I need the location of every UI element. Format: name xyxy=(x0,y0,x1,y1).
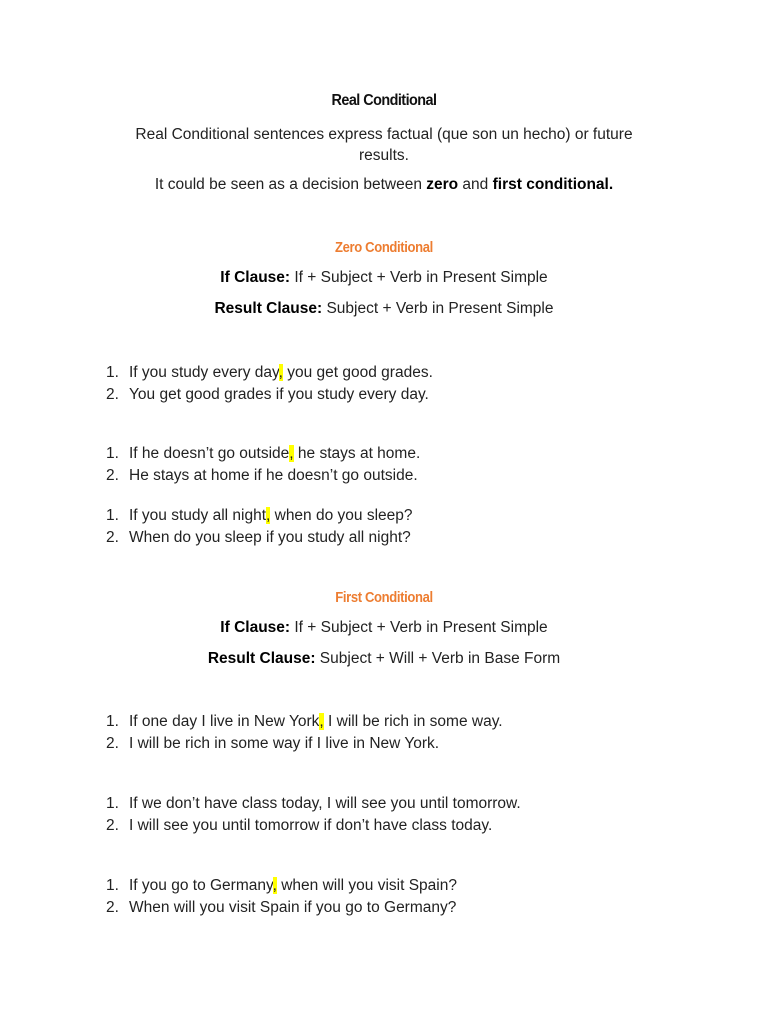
list-number: 2. xyxy=(106,528,119,546)
page-title: Real Conditional xyxy=(331,92,437,109)
zero-result-text: Subject + Verb in Present Simple xyxy=(322,300,554,317)
zero-result-clause xyxy=(0,300,768,318)
example-text: If you study all night xyxy=(129,507,266,524)
first-conditional-title: First Conditional xyxy=(335,590,433,606)
example-text: He stays at home if he doesn’t go outside. xyxy=(129,466,418,484)
example-text: If one day I live in New York xyxy=(129,713,320,730)
list-item xyxy=(106,443,420,465)
list-number: 1. xyxy=(106,713,119,730)
list-item xyxy=(106,875,457,897)
zero-if-label: If Clause: xyxy=(220,269,291,286)
first-if-label: If Clause: xyxy=(220,619,291,636)
list-number: 1. xyxy=(106,364,119,381)
intro-paragraph: Real Conditional sentences express factual (que son un hecho) or future results. xyxy=(135,126,633,164)
first-result-label: Result Clause: xyxy=(207,650,316,667)
example-text: If you study every day xyxy=(129,364,279,381)
first-example-group-3 xyxy=(106,875,457,918)
zero-result-label: Result Clause: xyxy=(214,300,323,317)
first-if-text: If + Subject + Verb in Present Simple xyxy=(290,619,548,636)
list-number: 1. xyxy=(106,877,119,894)
highlighted-comma: , xyxy=(266,507,271,524)
list-number: 2. xyxy=(106,385,119,403)
list-item xyxy=(106,711,503,733)
zero-example-group-2 xyxy=(106,443,420,486)
zero-if-clause xyxy=(0,269,768,287)
list-item xyxy=(106,527,413,549)
intro-decision-line xyxy=(0,176,768,194)
first-if-clause xyxy=(0,619,768,637)
example-text: you get good grades. xyxy=(282,364,433,381)
highlighted-comma: , xyxy=(278,364,283,381)
highlighted-comma: , xyxy=(289,445,294,462)
list-item xyxy=(106,362,433,384)
zero-if-text: If + Subject + Verb in Present Simple xyxy=(290,269,548,286)
intro2-before: It could be seen as a decision between xyxy=(154,176,427,193)
example-text: I will be rich in some way if I live in New York. xyxy=(129,734,440,752)
highlighted-comma: , xyxy=(319,713,324,730)
list-number: 2. xyxy=(106,734,119,752)
list-item xyxy=(106,384,433,406)
example-text: You get good grades if you study every day. xyxy=(129,385,429,403)
example-text: I will be rich in some way. xyxy=(323,713,503,730)
list-number: 2. xyxy=(106,466,119,484)
list-number: 1. xyxy=(106,507,119,524)
example-text: I will see you until tomorrow if don’t have class today. xyxy=(129,816,493,834)
first-example-group-2 xyxy=(106,793,521,836)
intro2-zero: zero xyxy=(426,176,459,193)
list-number: 2. xyxy=(106,898,119,916)
zero-example-group-3 xyxy=(106,505,413,548)
example-text: If he doesn’t go outside xyxy=(129,445,290,462)
first-result-clause xyxy=(0,650,768,668)
example-text: when will you visit Spain? xyxy=(276,877,457,894)
list-number: 2. xyxy=(106,816,119,834)
list-item xyxy=(106,897,457,919)
intro2-first: first conditional. xyxy=(492,176,614,193)
example-text: when do you sleep? xyxy=(270,507,413,524)
list-item xyxy=(106,815,521,837)
first-result-text: Subject + Will + Verb in Base Form xyxy=(315,650,561,667)
list-number: 1. xyxy=(106,445,119,462)
intro2-middle: and xyxy=(458,176,493,193)
first-example-group-1 xyxy=(106,711,503,754)
list-number: 1. xyxy=(106,795,119,812)
list-item xyxy=(106,505,413,527)
list-item xyxy=(106,465,420,487)
example-text: If we don’t have class today, I will see you until tomorrow. xyxy=(129,795,521,812)
example-text: he stays at home. xyxy=(293,445,421,462)
list-item xyxy=(106,733,503,755)
example-text: When do you sleep if you study all night? xyxy=(129,528,411,546)
list-item xyxy=(106,793,521,815)
zero-conditional-title: Zero Conditional xyxy=(335,240,433,256)
zero-example-group-1 xyxy=(106,362,433,405)
highlighted-comma: , xyxy=(272,877,277,894)
example-text: When will you visit Spain if you go to Germany? xyxy=(129,898,457,916)
example-text: If you go to Germany xyxy=(129,877,273,894)
